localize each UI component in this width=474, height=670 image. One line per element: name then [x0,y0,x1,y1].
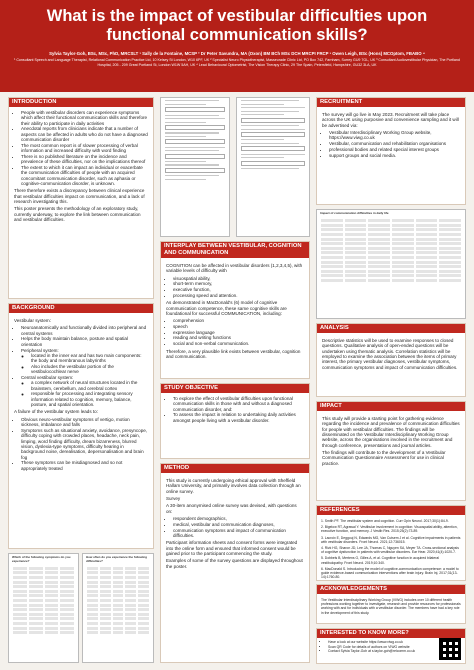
recruitment-panel [316,97,466,205]
recruitment-heading: RECRUITMENT [317,98,465,107]
objective-bullet: • To explore the effect of vestibular difficulties upon functional communication skills in those with and without a diagnosed communication disorder, and: [173,396,304,412]
background-bullet: • Helps the body maintain balance, posture and spatial orientation [21,336,148,347]
cognition-item: • short-term memory, [173,281,304,286]
cognition-item: • visuospatial ability, [173,276,304,281]
method-paragraph: A 30-item anonymised online survey was devised, with questions on: [166,503,297,514]
recruitment-paragraph: The survey will go live in May 2023. Recruitment will take place across the UK using purposive and convenience sampling and it will be advertised via: [322,112,459,128]
impact-paragraph: This study will provide a starting point for gathering evidence regarding the incidence and prevalence of communication difficulties for people with vestibular difficulties. The findings will be disseminated on the Vestibular Interdisciplinary Working Group website, across the organisations involved in the recruitment and through conference, presentations and journal articles. [322,416,460,448]
contact-panel [316,628,466,664]
analysis-heading: ANALYSIS [317,324,465,333]
background-bullet: • Neuroanatomically and functionally divided into peripheral and central systems [21,325,148,336]
reference-item: 3. Lacroix E, Deggouj N, Edwards MG, Van Cutsem J et al. Cognitive impairments in patients with vestibular disorders. Front Neurol. 2021;12:736015. [321,535,461,544]
survey-question: How often do you experience the following difficulties? [86,555,148,563]
interplay-heading: INTERPLAY BETWEEN VESTIBULAR, COGNITION AND COMMUNICATION [161,242,309,258]
survey-topic: • communication symptoms and impact of communication difficulties. [173,528,304,539]
method-paragraph: Participant information sheets and consent forms were integrated into the online form and ensured that informed consent would be gained prior to the participant commencing the study. [166,540,298,556]
recruitment-item: • Vestibular Interdisciplinary Working Group website, https://www.viwg.co.uk [329,130,460,141]
background-bullet [21,375,148,407]
method-subheading: Survey [166,496,181,502]
analysis-panel [316,323,466,397]
reference-item: 6. MacDonald S. Introducing the model of cognitive-communication competence: a model to guide evidence-based communication interventions after brain injury. Brain Inj. 2017;31(13-14):1760-80. [321,566,459,580]
background-bullet-text: Peripheral system: [21,347,59,353]
background-heading: BACKGROUND [9,304,153,313]
acknowledgements-heading: ACKNOWLEDGEMENTS [317,585,465,594]
communication-item: • reading and writing functions [173,335,304,340]
communication-item: • comprehension [173,318,304,323]
failure-bullet: • Symptoms such as situational anxiety, avoidance, presyncope, difficulty coping with crowded places, headache, neck pain, limping, word finding difficulty, dream bizarreness, blurred vision, dyslexia-type symptoms, difficulty hearing in background noise, derealisation, depersonalisation and brain fog [21,428,148,460]
communication-item: • speech [173,324,304,329]
authors: Sylvia Taylor-Goh, BSc, MSc, PhD, MRCSLT ¹ Sally de la Fontaine, MCSP ² Dr Peter Savundra, MA (Oxon) BM BCh MSc DCH MRCPI FRCP ³ Owen Leigh, BSc (Hons) MCOptom, FBABO ⁴ [49,51,425,56]
survey-topic: • medical, vestibular and communication diagnoses, [173,522,304,527]
acknowledgements-panel [316,584,466,624]
objective-panel [160,383,310,459]
acknowledgements-paragraph: The Vestibular Interdisciplinary Working Group (VIWG) includes over 10 different health professions working together to investigate, research and provide resources for professionals working with and for individuals with a vestibular disorder. The members have had a key role in the development of this study. [321,598,461,615]
interplay-paragraph: Therefore, a very plausible link exists between vestibular, cognition and communication. [166,348,301,359]
impact-heading: IMPACT [317,402,465,411]
introduction-heading: INTRODUCTION [9,98,153,107]
survey-form-screenshot [160,97,230,237]
references-panel [316,505,466,581]
peripheral-sub-bullet: ◦ located in the inner ear and has two main components: the body and membranous labyrinths [31,353,148,364]
contact-item: • Scan QR Code for details of authors on VIWG website [328,645,428,649]
peripheral-sub-bullet: ◦ Also includes the vestibular portion of the vestibulocochlear nerve [31,364,148,375]
background-bullet [21,348,148,375]
method-paragraph: This study is currently undergoing ethical approval with Sheffield Hallam University, and primarily involves data collection through an online survey. [166,478,301,494]
contact-item: • Contact Sylvia Taylor-Goh at s.taylor-goh@relcomm.co.uk [328,649,428,653]
cognition-item: • processing speed and attention. [173,293,304,298]
qr-code-icon[interactable] [439,638,461,660]
reference-item: 5. Dobbels B, Mertens G, Gilles A, et al. Cognitive function in acquired bilateral vestibulopathy. Front Neurol. 2019;10:340. [321,556,439,565]
intro-bullet: • The most common report is of slower processing of verbal information and increased difficulty with word finding [21,143,148,154]
interplay-paragraph: As demonstrated in MacDonald's (6) model of cognitive communication competence, these same cognitive skills are foundational for successful COMMUNICATION, including: [166,300,287,316]
failure-bullet: • Obvious neuro-vestibular symptoms of vertigo, motion sickness, imbalance and falls [21,417,148,428]
survey-question: Impact of communication difficulties in daily life [320,211,389,215]
contact-item: • Have a look at our website https://www.viwg.co.uk [328,640,428,644]
survey-example-doc [82,553,154,663]
objective-heading: STUDY OBJECTIVE [161,384,309,393]
reference-item: 4. Rizk HG, Sharon JD, Lee JA, Thomas C, Nguyen SA, Meyer TA. Cross-sectional analysis of cognitive dysfunction in patients with vestibular disorders. Ear Hear. 2020;41(4):1020-7. [321,546,459,555]
impact-panel [316,401,466,501]
communication-item: • expressive language [173,330,304,335]
communication-item: • social and non-verbal communication. [173,341,304,346]
intro-paragraph: This poster presents the methodology of an exploratory study, currently underway, to explore the link between communication and vestibular difficulties. [14,206,141,223]
recruitment-item: • support groups and social media. [329,153,460,158]
intro-paragraph: There therefore exists a discrepancy between clinical experience that vestibular difficulties impact on communication, and a lack of research investigating this. [14,188,145,205]
objective-bullet: • To assess the impact in relation to undertaking daily activities amongst people living with a vestibular disorder. [173,412,304,423]
cognition-item: • executive function, [173,287,304,292]
failure-bullet: • These symptoms can be misdiagnosed and so not appropriately treated [21,460,148,471]
poster-title: What is the impact of vestibular difficulties upon functional communication skills? [46,7,428,44]
reference-item: 1. Smith PF. The vestibular system and cognition. Curr Opin Neurol. 2017;30(1):84-9. [321,519,449,523]
analysis-paragraph: Descriptive statistics will be used to examine responses to closed questions. Qualitative analysis of open-ended questions will be undertaken using thematic analysis. Correlation statistics will be employed to examine the association between the items of primary interest, the primary vestibular diagnoses, vestibular symptoms, communication symptoms and impact of communication difficulties. [322,338,458,370]
affiliations: ¹ Consultant Speech and Language Therapist, Relational Communication Practice Ltd, 10 Kelsey St London, W10 6PF, UK ² Specialist Neuro Physiotherapist, Masseurade Clinic Ltd, PO Box 742, Farnham, Surrey GU9 7GL, UK ³ Consultant Audiovestibular Physician, The Portland Hospital, 205 - 209 Great Portland St, London W1W 5AH, UK ⁴ Lead Behavioural Optometrist, The Vision Therapy Clinic, 29 The Spain, Petersfield, Hampshire, GU32 3LA, UK [14,58,460,68]
impact-paragraph: The findings will contribute to the development of a Vestibular Communication Questionnaire Assessment for use in clinical practice. [322,450,446,466]
introduction-panel [8,97,154,299]
failure-intro: A failure of the vestibular system leads to: [14,409,98,415]
interplay-panel [160,241,310,379]
survey-question: Which of the following symptoms do you experience? [12,555,71,563]
background-intro: Vestibular system: [14,318,51,323]
central-sub-bullet: ◦ responsible for processing and integrating sensory information related to cognition, memory, balance, posture, and spatial orientation. [31,391,148,407]
central-sub-bullet: ◦ a complex network of neural structures located in the brainstem, cerebellum, and cerebral cortex [31,380,148,391]
survey-form-screenshot [236,97,310,237]
intro-bullet: • Anecdotal reports from clinicians indicate that a number of aspects can be affected in adults who do not have a diagnosed communication disorder [21,126,148,142]
method-panel [160,463,310,663]
references-heading: REFERENCES [317,506,465,515]
intro-bullet: • The extent to which it can impact an individual or exacerbate the communication difficulties of people with an acquired concomitant communication disorder, such as aphasia or cognitive-communication disorder, is unknown. [21,165,148,186]
survey-topic: • respondent demographics, [173,516,304,521]
background-panel [8,303,154,549]
poster-header [0,0,474,92]
intro-bullet: • There is no published literature on the incidence and prevalence of these difficulties, nor on the implications thereof [21,154,148,165]
survey-table-screenshot [316,209,466,319]
contact-heading: INTERESTED TO KNOW MORE? [317,629,465,638]
recruitment-item: • Vestibular, communication and rehabilitation organisations [329,141,460,146]
background-bullet-text: Central vestibular system: [21,375,74,380]
survey-example-doc [8,553,79,663]
method-heading: METHOD [161,464,309,473]
method-paragraph: Examples of some of the survey questions are displayed throughout the poster. [166,558,303,569]
recruitment-item: • professional bodies and related special interest groups [329,147,460,152]
intro-bullet: • People with vestibular disorders can experience symptoms which affect their functional communication skills and therefore their ability to participate in daily activities [21,110,148,126]
reference-item: 2. Bigelow RT, Agrawal Y. Vestibular involvement in cognition: Visuospatial ability, attention, executive function, and memory. J Vestib Res. 2015;25(2):73-89. [321,525,458,534]
interplay-paragraph: COGNITION can be affected in vestibular disorders (1,2,3,4,5), with variable levels of difficulty with [166,263,303,274]
